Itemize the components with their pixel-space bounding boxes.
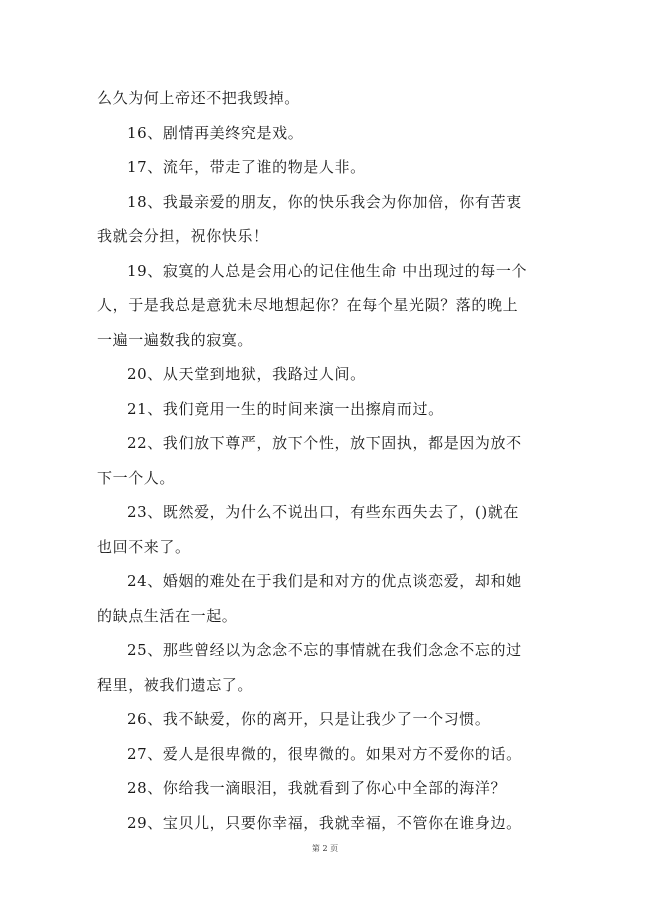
page-number: 第 2 页 bbox=[311, 844, 339, 853]
text-line: 17、流年，带走了谁的物是人非。 bbox=[127, 158, 366, 176]
text-line: 18、我最亲爱的朋友，你的快乐我会为你加倍，你有苦衷 bbox=[127, 193, 522, 211]
text-line: 的缺点生活在一起。 bbox=[97, 607, 238, 625]
text-line: 我就会分担，祝你快乐！ bbox=[97, 227, 269, 245]
text-line: 程里，被我们遗忘了。 bbox=[97, 676, 254, 694]
text-line: 23、既然爱，为什么不说出口，有些东西失去了，()就在 bbox=[127, 503, 519, 521]
text-line: 么久为何上帝还不把我毁掉。 bbox=[97, 89, 300, 107]
text-line: 20、从天堂到地狱，我路过人间。 bbox=[127, 365, 366, 383]
text-line: 24、婚姻的难处在于我们是和对方的优点谈恋爱，却和她 bbox=[127, 572, 522, 590]
text-line: 也回不来了。 bbox=[97, 538, 191, 556]
text-line: 22、我们放下尊严，放下个性，放下固执，都是因为放不 bbox=[127, 434, 522, 452]
text-line: 19、寂寞的人总是会用心的记住他生命 中出现过的每一个 bbox=[127, 262, 528, 280]
text-line: 29、宝贝儿，只要你幸福，我就幸福，不管你在谁身边。 bbox=[127, 814, 522, 832]
text-line: 28、你给我一滴眼泪，我就看到了你心中全部的海洋？ bbox=[127, 779, 507, 797]
text-line: 人，于是我总是意犹未尽地想起你？在每个星光陨？落的晚上 bbox=[97, 296, 519, 314]
text-line: 下一个人。 bbox=[97, 469, 176, 487]
text-line: 一遍一遍数我的寂寞。 bbox=[97, 331, 254, 349]
text-line: 25、那些曾经以为念念不忘的事情就在我们念念不忘的过 bbox=[127, 641, 522, 659]
text-line: 26、我不缺爱，你的离开，只是让我少了一个习惯。 bbox=[127, 710, 491, 728]
text-line: 27、爱人是很卑微的，很卑微的。如果对方不爱你的话。 bbox=[127, 745, 522, 763]
text-line: 16、剧情再美终究是戏。 bbox=[127, 124, 304, 142]
text-line: 21、我们竟用一生的时间来演一出擦肩而过。 bbox=[127, 400, 444, 418]
